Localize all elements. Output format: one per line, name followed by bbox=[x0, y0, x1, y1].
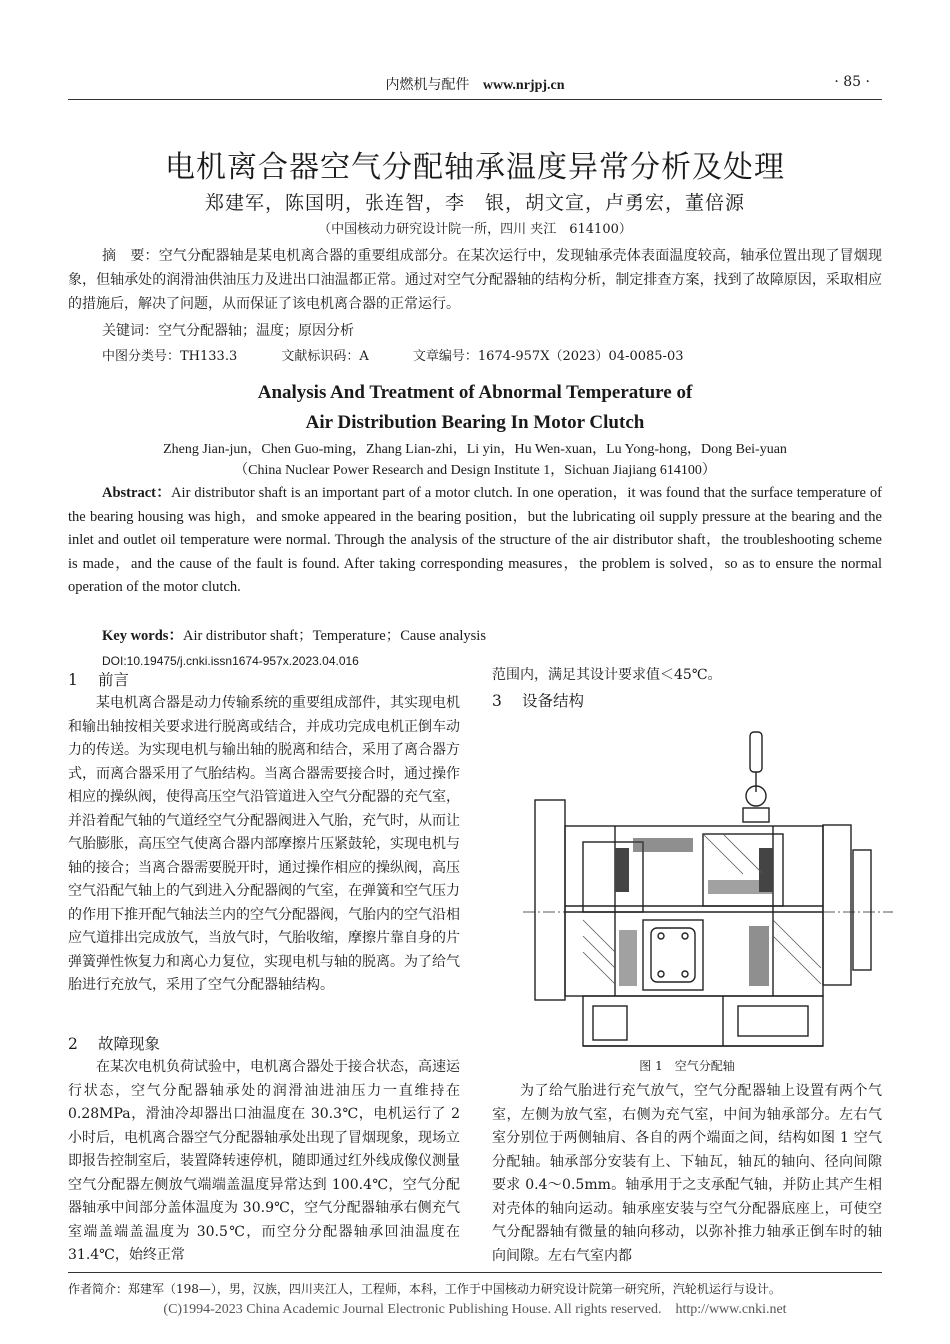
header-rule bbox=[68, 99, 882, 100]
keywords-cn: 关键词：空气分配器轴；温度；原因分析 bbox=[102, 323, 354, 339]
keywords-en bbox=[102, 624, 486, 645]
abstract-en bbox=[68, 482, 882, 600]
abstract-cn: 摘 要：空气分配器轴是某电机离合器的重要组成部分。在某次运行中，发现轴承壳体表面温度较高，轴承位置出现了冒烟现象，但轴承处的润滑油供油压力及进出口油温都正常。通过对空气分配器轴的结构分析，制定排查方案，找到了故障原因，采取相应的措施后，解决了问题，从而保证了该电机离合器的正常运行。 bbox=[68, 248, 882, 312]
section-3-heading bbox=[492, 689, 584, 711]
section-2-body: 在某次电机负荷试验中，电机离合器处于接合状态，高速运行状态，空气分配器轴承处的润滑油进油压力一直维持在 0.28MPa，滑油冷却器出口油温度在 30.3℃，电机运行了 2 小时后，电机离合器空气分配器轴承处出现了冒烟现象，现场立即报告控制室后，装置降转速停机，随即通过红外线成像仪测量空气分配器左侧放气端端盖温度异常达到 100.4℃，空气分配器轴承中间部分盖体温度为 30.9℃，空气分配器轴承右侧充气室端盖端盖温度为 30.5℃，而空分分配器轴承回油温度在 31.4℃，始终正常 bbox=[68, 1059, 460, 1263]
affiliation-en: （China Nuclear Power Research and Design Institute 1，Sichuan Jiajiang 614100） bbox=[234, 463, 716, 478]
journal-name: 内燃机与配件 bbox=[385, 77, 470, 93]
doi[interactable]: DOI:10.19475/j.cnki.issn1674-957x.2023.04.016 bbox=[102, 654, 359, 668]
running-header bbox=[0, 74, 950, 94]
author-footnote: 作者简介：郑建军（198—），男，汉族，四川夹江人，工程师，本科，工作于中国核动力研究设计院第一研究所，汽轮机运行与设计。 bbox=[68, 1282, 781, 1296]
section-1-body: 某电机离合器是动力传输系统的重要组成部件，其实现电机和输出轴按相关要求进行脱离或结合，并成功完成电机正倒车动力的传送。为实现电机与输出轴的脱离和结合，采用了离合器方式，而离合器采用了气胎结构。当离合器需要接合时，通过操作相应的操纵阀，使得高压空气沿管道进入空气分配器的充气室，并沿着配气轴的气道经空气分配器阀进入气胎，充气时，从而让气胎膨胀，高压空气使离合器内部摩擦片压紧鼓轮，实现电机与轴的接合；当离合器需要脱开时，通过操作相应的操纵阀，高压空气沿配气轴上的气到进入分配器阀的气室，在弹簧和空气压力的作用下推开配气轴法兰内的空气分配器阀，气胎内的空气沿相应气道排出完成放气，当放气时，气胎收缩，摩擦片靠自身的片弹簧弹性恢复力和离心力复位，实现电机与轴的脱离。为了给气胎进行充放气，采用了空气分配器轴结构。 bbox=[68, 695, 460, 993]
title-en-line-2: Air Distribution Bearing In Motor Clutch bbox=[305, 412, 645, 433]
abstract-en-label: Abstract： bbox=[102, 485, 172, 501]
paper-title-en bbox=[0, 378, 950, 438]
keywords-en-text: Air distributor shaft；Temperature；Cause analysis bbox=[182, 628, 486, 644]
section-1-number: 1 bbox=[68, 671, 78, 689]
copyright-line: (C)1994-2023 China Academic Journal Electronic Publishing House. All rights reserved. http://www.cnki.net bbox=[163, 1302, 787, 1317]
paper-title-cn: 电机离合器空气分配轴承温度异常分析及处理 bbox=[165, 150, 785, 185]
clc-number: 中图分类号：TH133.3 bbox=[102, 349, 238, 364]
page-number: · 85 · bbox=[834, 74, 870, 90]
authors-cn: 郑建军，陈国明，张连智，李 银，胡文宣，卢勇宏，董倍源 bbox=[204, 192, 745, 214]
section-2-heading bbox=[68, 1032, 160, 1054]
authors-en: Zheng Jian-jun，Chen Guo-ming，Zhang Lian-zhi，Li yin，Hu Wen-xuan，Lu Yong-hong，Dong Bei-yuan bbox=[163, 442, 787, 457]
classification-line bbox=[102, 345, 724, 364]
section-3-body: 为了给气胎进行充气放气，空气分配器轴上设置有两个气室，左侧为放气室，右侧为充气室，中间为轴承部分。左右气室分别位于两侧轴肩、各自的两个端面之间，结构如图 1 空气分配轴。轴承部分安装有上、下轴瓦，轴瓦的轴向、径向间隙要求 0.4～0.5mm。轴承用于之支承配气轴，并防止其产生相对壳体的轴向运动。轴承座安装与空气分配器底座上，可使空气分配器轴有微量的轴向移动，以弥补推力轴承正倒车时的轴向间隙。左右气室内都 bbox=[492, 1083, 882, 1264]
footnote-rule bbox=[68, 1272, 882, 1273]
abstract-en-text: Air distributor shaft is an important part of a motor clutch. In one operation，it was found that the surface temperature of the bearing housing was high，and smoke appeared in the bearing position，but the lubricating oil supply pressure at the bearing and the inlet and outlet oil temperature were normal. Through the analysis of the structure of the air distributor shaft，the troubleshooting scheme is made，and the cause of the fault is found. After taking corresponding measures，the problem is solved，so as to ensure the normal operation of the motor clutch. bbox=[68, 485, 883, 595]
section-3-title: 设备结构 bbox=[522, 692, 585, 710]
figure-1-drawing bbox=[523, 730, 893, 1060]
section-2-number: 2 bbox=[68, 1035, 78, 1053]
title-en-line-1: Analysis And Treatment of Abnormal Temperature of bbox=[257, 382, 693, 403]
section-1-heading bbox=[68, 668, 129, 690]
journal-url[interactable]: www.nrjpj.cn bbox=[482, 78, 565, 93]
section-1-title: 前言 bbox=[98, 671, 130, 689]
keywords-en-label: Key words： bbox=[102, 628, 183, 644]
affiliation-cn: （中国核动力研究设计院一所，四川 夹江 614100） bbox=[318, 222, 632, 237]
article-number: 文章编号：1674-957X（2023）04-0085-03 bbox=[412, 349, 684, 364]
section-2-continued: 范围内，满足其设计要求值＜45℃。 bbox=[492, 667, 722, 683]
section-2-title: 故障现象 bbox=[98, 1035, 161, 1053]
document-code: 文献标识码：A bbox=[281, 349, 369, 364]
figure-1-caption: 图 1 空气分配轴 bbox=[639, 1059, 735, 1073]
section-3-number: 3 bbox=[492, 692, 502, 710]
